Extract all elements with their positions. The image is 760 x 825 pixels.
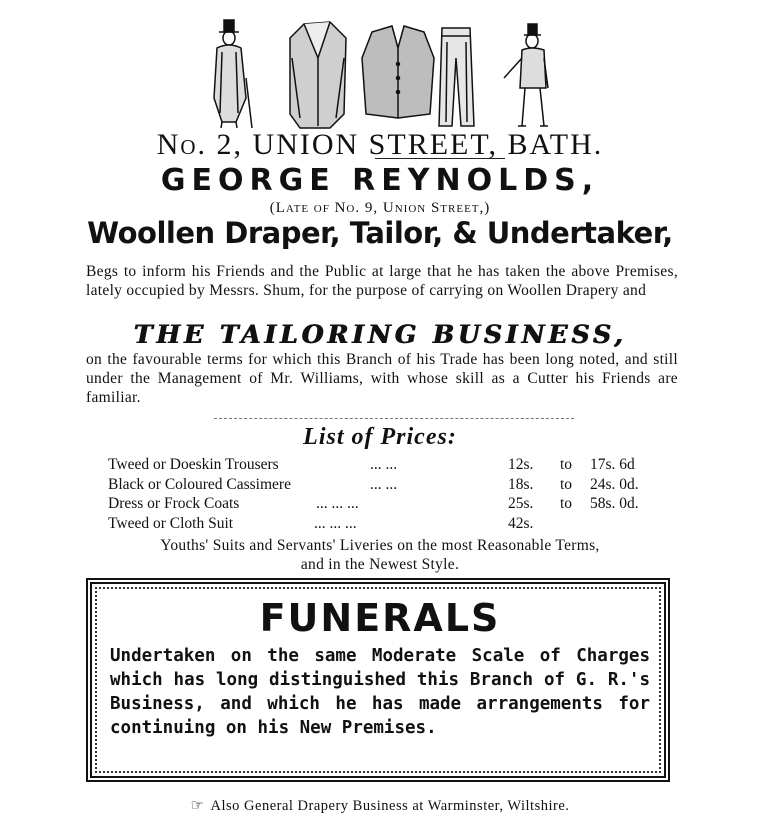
price-leader-dots: ... ... ...: [316, 495, 359, 512]
price-item: Black or Coloured Cassimere: [108, 475, 291, 493]
proprietor-name: GEORGE REYNOLDS,: [160, 163, 600, 198]
footnote-line: Youths' Suits and Servants' Liveries on the most Reasonable Terms,: [160, 537, 600, 554]
trousers-illustration: [439, 28, 474, 126]
price-item: Tweed or Cloth Suit: [108, 514, 234, 532]
funerals-paragraph: Undertaken on the same Moderate Scale of Charges which has long distinguished this Branch of G. R.'s Business, and which he has made arrangements for continuing on his New Premises.: [110, 646, 650, 738]
price-high: 17s. 6d: [590, 456, 635, 473]
tailoring-business-heading: THE TAILORING BUSINESS,: [133, 320, 627, 349]
garment-illustrations: [0, 18, 760, 130]
price-list-title: List of Prices:: [303, 424, 457, 450]
section-divider: [214, 418, 574, 419]
footer-note: [0, 796, 760, 815]
footer-text: Also General Drapery Business at Warminster, Wiltshire.: [210, 798, 570, 814]
price-low: 25s.: [508, 495, 534, 512]
price-high: 58s. 0d.: [590, 495, 639, 512]
price-low: 18s.: [508, 475, 534, 493]
business-paragraph: on the favourable terms for which this Branch of his Trade has been long noted, and still under the Management of Mr. Williams, with whose skill as a Cutter his Friends are familiar.: [86, 351, 678, 406]
intro-paragraph: Begs to inform his Friends and the Public at large that he has taken the above Premises, lately occupied by Messrs. Shum, for the purpose of carrying on Woollen Drapery and: [86, 263, 678, 299]
price-item: Tweed or Doeskin Trousers: [108, 456, 279, 473]
price-high: 24s. 0d.: [590, 475, 639, 493]
price-to: to: [560, 456, 573, 473]
price-item: Dress or Frock Coats: [108, 495, 240, 512]
price-leader-dots: ... ...: [370, 456, 398, 473]
price-low: 42s.: [508, 514, 534, 532]
price-leader-dots: ... ...: [370, 475, 398, 493]
trade-title: Woollen Draper, Tailor, & Undertaker,: [87, 216, 673, 250]
price-list-footnote: [0, 536, 760, 574]
price-low: 12s.: [508, 456, 534, 473]
footnote-line: and in the Newest Style.: [300, 556, 460, 573]
gentleman-figure-illustration: [214, 20, 252, 128]
waistcoat-illustration: [362, 26, 434, 118]
coat-illustration: [290, 22, 346, 128]
price-to: to: [560, 475, 573, 493]
price-leader-dots: ... ... ...: [314, 514, 357, 532]
address-underline: [375, 158, 505, 159]
price-to: to: [560, 495, 573, 512]
previous-address-note: (Late of No. 9, Union Street,): [269, 200, 491, 216]
gesturing-man-illustration: [504, 24, 548, 126]
address-line: No. 2, UNION STREET, BATH.: [156, 128, 604, 161]
funerals-heading: FUNERALS: [259, 596, 501, 640]
pointing-hand-icon: ☞: [190, 796, 205, 814]
